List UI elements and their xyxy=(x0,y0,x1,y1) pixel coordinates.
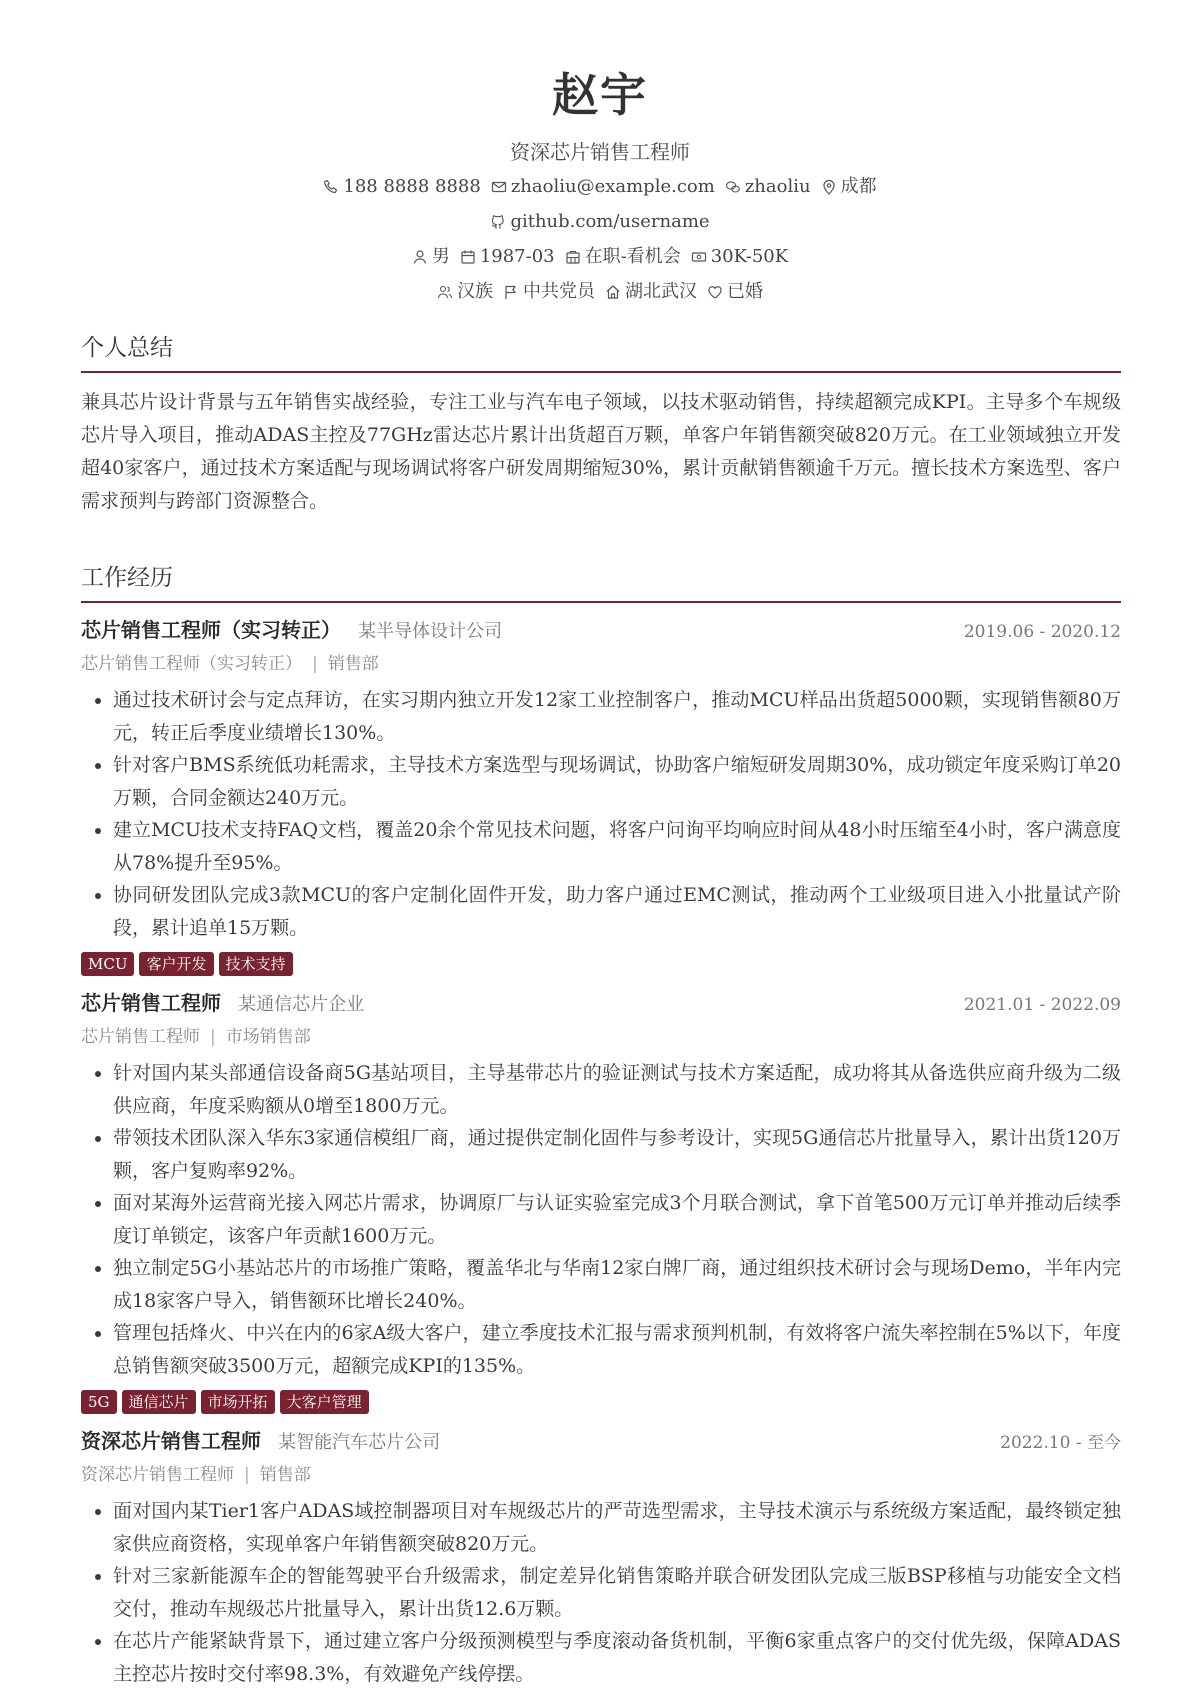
job-header xyxy=(81,615,1121,647)
briefcase-icon xyxy=(565,249,581,265)
job-role: 资深芯片销售工程师 xyxy=(81,1429,261,1453)
home-icon xyxy=(605,284,621,300)
marital-text: 已婚 xyxy=(727,281,763,302)
email-text: zhaoliu@example.com xyxy=(510,176,715,197)
hometown-item xyxy=(605,278,697,306)
skill-tag: 客户开发 xyxy=(139,952,213,976)
skill-tag: 大客户管理 xyxy=(280,1390,369,1414)
job-bullet: • 针对国内某头部通信设备商5G基站项目，主导基带芯片的验证测试与技术方案适配，成功将其从备选供应商升级为二级供应商，年度采购额从0增至1800万元。 xyxy=(113,1057,1121,1122)
job-bullet: • 面对国内某Tier1客户ADAS域控制器项目对车规级芯片的严苛选型需求，主导技术演示与系统级方案适配，最终锁定独家供应商资格，实现单客户年销售额突破820万元。 xyxy=(113,1495,1121,1560)
job-company: 某通信芯片企业 xyxy=(238,994,365,1015)
job-sub-role: 资深芯片销售工程师 xyxy=(81,1465,234,1485)
job-company: 某半导体设计公司 xyxy=(358,621,503,642)
background-row xyxy=(0,278,1200,306)
summary-text: 兼具芯片设计背景与五年销售实战经验，专注工业与汽车电子领域，以技术驱动销售，持续超额完成KPI。主导多个车规级芯片导入项目，推动ADAS主控及77GHz雷达芯片累计出货超百万颗，单客户年销售额突破820万元。在工业领域独立开发超40家客户，通过技术方案适配与现场调试将客户研发周期缩短30%，累计贡献销售额逾千万元。擅长技术方案选型、客户需求预判与跨部门资源整合。 xyxy=(81,391,1121,512)
job-company: 某智能汽车芯片公司 xyxy=(278,1432,441,1453)
job-tags xyxy=(81,952,1121,976)
money-icon xyxy=(691,249,707,265)
status-item xyxy=(565,243,681,271)
job-sub-role: 芯片销售工程师 xyxy=(81,1027,200,1047)
contact-row xyxy=(0,173,1200,201)
wechat-icon xyxy=(725,179,741,195)
job-bullet: • 针对客户BMS系统低功耗需求，主导技术方案选型与现场调试，协助客户缩短研发周期30%，成功锁定年度采购订单20万颗，合同金额达240万元。 xyxy=(113,749,1121,814)
heart-icon xyxy=(707,284,723,300)
ethnicity-item xyxy=(437,278,493,306)
experience-section xyxy=(81,563,1121,1690)
job-department: 销售部 xyxy=(259,1465,311,1485)
birth-item xyxy=(460,243,555,271)
job-department: 市场销售部 xyxy=(225,1027,311,1047)
job-bullets xyxy=(81,1057,1121,1382)
job-subtitle xyxy=(81,1022,1121,1052)
city-item xyxy=(821,173,877,201)
skill-tag: 市场开拓 xyxy=(201,1390,275,1414)
skill-tag: 通信芯片 xyxy=(122,1390,196,1414)
phone-text: 188 8888 8888 xyxy=(343,176,481,197)
github-row xyxy=(0,208,1200,236)
job-role: 芯片销售工程师（实习转正） xyxy=(81,618,341,642)
job-bullets xyxy=(81,1495,1121,1690)
calendar-icon xyxy=(460,249,476,265)
wechat-item[interactable] xyxy=(725,173,811,201)
birth-text: 1987-03 xyxy=(479,246,555,267)
politics-item xyxy=(503,278,595,306)
status-text: 在职-看机会 xyxy=(584,246,681,267)
mail-icon xyxy=(491,179,507,195)
job-header xyxy=(81,1426,1121,1458)
job-bullet: • 建立MCU技术支持FAQ文档，覆盖20余个常见技术问题，将客户问询平均响应时间从48小时压缩至4小时，客户满意度从78%提升至95%。 xyxy=(113,814,1121,879)
github-icon xyxy=(490,214,506,230)
phone-item[interactable] xyxy=(323,173,480,201)
skill-tag: 技术支持 xyxy=(219,952,293,976)
job-sub-separator: | xyxy=(312,654,318,674)
job-sub-separator: | xyxy=(244,1465,250,1485)
job-date: 2022.10 - 至今 xyxy=(1000,1433,1121,1453)
skill-tag: MCU xyxy=(81,952,134,976)
job-bullet: • 通过技术研讨会与定点拜访，在实习期内独立开发12家工业控制客户，推动MCU样品出货超5000颗，实现销售额80万元，转正后季度业绩增长130%。 xyxy=(113,684,1121,749)
job-entry xyxy=(81,988,1121,1414)
job-bullet: • 独立制定5G小基站芯片的市场推广策略，覆盖华北与华南12家白牌厂商，通过组织技术研讨会与现场Demo，半年内完成18家客户导入，销售额环比增长240%。 xyxy=(113,1252,1121,1317)
job-subtitle xyxy=(81,1460,1121,1490)
job-sub-role: 芯片销售工程师（实习转正） xyxy=(81,654,302,674)
resume-header xyxy=(0,0,1200,306)
summary-section xyxy=(81,333,1121,518)
user-icon xyxy=(412,249,428,265)
job-subtitle xyxy=(81,649,1121,679)
hometown-text: 湖北武汉 xyxy=(625,281,697,302)
job-bullets xyxy=(81,684,1121,944)
job-date: 2019.06 - 2020.12 xyxy=(963,622,1121,642)
job-header xyxy=(81,988,1121,1020)
job-entry xyxy=(81,615,1121,976)
people-icon xyxy=(437,284,453,300)
ethnicity-text: 汉族 xyxy=(457,281,493,302)
job-role: 芯片销售工程师 xyxy=(81,991,221,1015)
city-text: 成都 xyxy=(840,176,877,197)
flag-icon xyxy=(503,284,519,300)
salary-item xyxy=(691,243,788,271)
marital-item xyxy=(707,278,763,306)
salary-text: 30K-50K xyxy=(710,246,789,267)
job-bullet: • 管理包括烽火、中兴在内的6家A级大客户，建立季度技术汇报与需求预判机制，有效将客户流失率控制在5%以下，年度总销售额突破3500万元，超额完成KPI的135%。 xyxy=(113,1317,1121,1382)
job-bullet: • 协同研发团队完成3款MCU的客户定制化固件开发，助力客户通过EMC测试，推动两个工业级项目进入小批量试产阶段，累计追单15万颗。 xyxy=(113,879,1121,944)
job-entry xyxy=(81,1426,1121,1690)
gender-text: 男 xyxy=(431,246,450,267)
github-text: github.com/username xyxy=(510,211,710,232)
gender-item xyxy=(412,243,450,271)
job-date: 2021.01 - 2022.09 xyxy=(963,995,1121,1015)
job-bullet: • 针对三家新能源车企的智能驾驶平台升级需求，制定差异化销售策略并联合研发团队完成三版BSP移植与功能安全文档交付，推动车规级芯片批量导入，累计出货12.6万颗。 xyxy=(113,1560,1121,1625)
wechat-text: zhaoliu xyxy=(744,176,811,197)
location-icon xyxy=(821,179,837,195)
job-department: 销售部 xyxy=(327,654,379,674)
skill-tag: 5G xyxy=(81,1390,117,1414)
job-tags xyxy=(81,1390,1121,1414)
politics-text: 中共党员 xyxy=(523,281,595,302)
email-item[interactable] xyxy=(491,173,715,201)
experience-heading: 工作经历 xyxy=(81,563,1121,603)
job-bullet: • 面对某海外运营商光接入网芯片需求，协调原厂与认证实验室完成3个月联合测试，拿下首笔500万元订单并推动后续季度订单锁定，该客户年贡献1600万元。 xyxy=(113,1187,1121,1252)
phone-icon xyxy=(323,179,339,195)
job-sub-separator: | xyxy=(210,1027,216,1047)
summary-heading: 个人总结 xyxy=(81,333,1121,373)
candidate-name: 赵宇 xyxy=(552,68,648,122)
github-item[interactable] xyxy=(490,208,709,236)
candidate-title: 资深芯片销售工程师 xyxy=(510,140,690,164)
personal-row xyxy=(0,243,1200,271)
job-bullet: • 带领技术团队深入华东3家通信模组厂商，通过提供定制化固件与参考设计，实现5G通信芯片批量导入，累计出货120万颗，客户复购率92%。 xyxy=(113,1122,1121,1187)
job-bullet: • 在芯片产能紧缺背景下，通过建立客户分级预测模型与季度滚动备货机制，平衡6家重点客户的交付优先级，保障ADAS主控芯片按时交付率98.3%，有效避免产线停摆。 xyxy=(113,1625,1121,1690)
